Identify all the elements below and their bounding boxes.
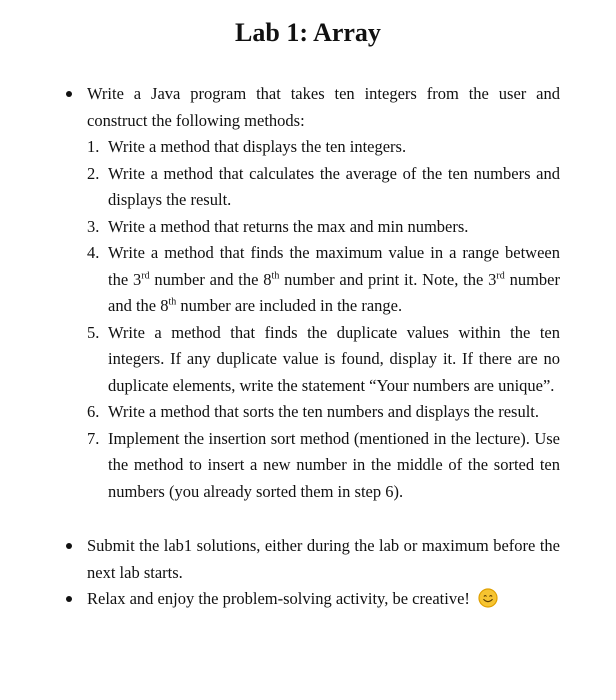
step-2 — [87, 161, 560, 214]
step-number: 3. — [87, 216, 100, 236]
method-steps-list — [87, 134, 560, 505]
step-text: Write a method that displays the ten integers. — [108, 137, 407, 156]
ordinal-suffix: th — [168, 296, 177, 308]
step-text: Write a method that sorts the ten numbers and displays the result. — [108, 402, 539, 421]
intro-text: Write a Java program that takes ten integers from the user and construct the following methods: — [87, 84, 560, 130]
step-text-part: number and print it. Note, the 3 — [279, 269, 497, 289]
step-number: 6. — [87, 402, 100, 421]
step-text-part: Write a method that finds the maximum value in a range between the 3 — [108, 243, 560, 289]
bullet-relax — [60, 586, 560, 613]
step-text: Write a method that returns the max and min numbers. — [108, 216, 469, 236]
step-text: Write a method that finds the duplicate values within the ten integers. If any duplicate value is found, display it. If there are no duplicate elements, write the statement “Your numbers are unique”. — [108, 322, 560, 395]
relax-text: Relax and enjoy the problem-solving activity, be creative! — [87, 589, 470, 608]
step-text: Write a method that calculates the average of the ten numbers and displays the result. — [108, 163, 560, 209]
step-6 — [87, 399, 560, 426]
step-number: 4. — [87, 243, 100, 262]
submit-text: Submit the lab1 solutions, either during the lab or maximum before the next lab starts. — [87, 536, 560, 582]
step-text-part: number and the 8 — [149, 269, 272, 289]
step-text-part: number are included in the range. — [176, 296, 403, 315]
instruction-list — [60, 81, 560, 613]
step-number: 1. — [87, 137, 100, 156]
step-4 — [87, 240, 560, 320]
step-5 — [87, 320, 560, 400]
ordinal-suffix: rd — [141, 270, 150, 281]
step-text: Implement the insertion sort method (mentioned in the lecture). Use the method to insert a new number in the middle of the sorted ten numbers (you already sorted them in step 6). — [108, 428, 560, 501]
spacer — [60, 505, 560, 533]
page-title: Lab 1: Array — [235, 18, 381, 47]
step-1 — [87, 134, 560, 161]
step-number: 7. — [87, 428, 100, 448]
step-number: 2. — [87, 163, 100, 183]
step-number: 5. — [87, 322, 100, 342]
step-3 — [87, 214, 560, 241]
smiley-face-icon — [478, 588, 498, 608]
ordinal-suffix: th — [271, 270, 280, 281]
bullet-intro — [60, 81, 560, 505]
ordinal-suffix: rd — [496, 270, 505, 281]
bullet-submit — [60, 533, 560, 586]
step-7 — [87, 426, 560, 506]
step-text-part: number and the 8 — [108, 269, 560, 315]
